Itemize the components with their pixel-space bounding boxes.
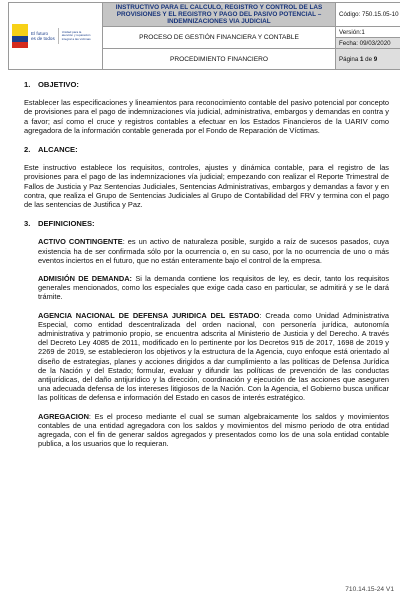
definition-term: ACTIVO CONTINGENTE — [38, 237, 123, 247]
definition-item — [38, 311, 389, 403]
footer-form-code: 710.14.15-24 V1 — [345, 586, 394, 593]
logo-line2: es de todos — [31, 36, 55, 41]
logo-line1: El futuro — [31, 31, 49, 36]
definition-item — [38, 412, 389, 449]
definition-term: AGREGACION — [38, 411, 89, 421]
section-heading-definiciones: 3. DEFINICIONES: — [24, 219, 95, 229]
document-version: Versión:1 — [336, 27, 400, 38]
definition-text: Si la demanda contiene los requisitos de ley, es decir, tanto los requisitos generales mencionados, como los especiales que exige cada caso en particular, se admitirá y se le dará trámite. — [38, 274, 390, 302]
definition-term: AGENCIA NACIONAL DE DEFENSA JURIDICA DEL ESTADO — [38, 310, 260, 320]
document-title: INSTRUCTIVO PARA EL CALCULO, REGISTRO Y CONTROL DE LAS PROVISIONES Y EL REGISTRO Y PAGO DEL PASIVO POTENCIAL – INDEMNIZACIONES VIA JUDICIAL — [103, 3, 336, 27]
definition-term: ADMISIÓN DE DEMANDA: — [38, 274, 133, 284]
logo-subtitle: Unidad para la atención y reparación integral a las víctimas — [61, 29, 91, 41]
alcance-text: Este instructivo establece los requisitos, controles, ajustes y dinámica contable, para el registro de las provisiones para el pago de las indemnizaciones vía judicial; empezando con realizar el Reporte Trimestral de Fallos de Justicia y Paz Sentencias Judiciales, Sentencias Administrativas, embargos y demandas a favor y en contra, que realiza el Grupo de Sentencias Judiciales al Grupo de Contabilidad del FRV y termina con el pago de las sentencias de Justifica y Paz. — [24, 163, 389, 210]
document-header — [8, 2, 400, 70]
objetivo-text: Establecer las especificaciones y lineamientos para reconocimiento contable del pasivo potencial por concepto de provisiones para el pago de indemnizaciones vía judicial, administrativa, embargos y demandas en contra y a favor; así como el cruce y registros contables a efectuar en los Estados Financieros de la UARIV como agregadora de la información contable generada por el Fondo de Reparación de Víctimas. — [24, 98, 389, 135]
page-indicator: Página 1 de 9 — [336, 49, 400, 70]
document-code: Código: 750.15.05-10 — [336, 3, 400, 27]
procedure-name: PROCEDIMIENTO FINANCIERO — [103, 49, 336, 70]
section-heading-objetivo: 1. OBJETIVO: — [24, 80, 79, 89]
document-date: Fecha: 09/03/2020 — [336, 38, 400, 49]
definition-text: : es un activo de naturaleza posible, surgido a raíz de sucesos pasados, cuya existencia ha de ser confirmada sólo por la ocurrencia o, en su caso, por la no ocurrencia de uno o más eventos inciertos en el futuro, que no están enteramente bajo el control de la empresa. — [38, 237, 389, 265]
definition-item — [38, 237, 389, 265]
colombia-flag-logo — [12, 24, 28, 48]
definition-text: : Es el proceso mediante el cual se suman algebraicamente los saldos y movimientos contables de una entidad agregadora con los saldos y movimientos del mismo periodo de otra entidad agregada, con el fin de generar saldos agregados y presentados como los de una sola entidad contable publica, a los usuarios que lo requieran. — [38, 411, 389, 449]
process-name: PROCESO DE GESTIÓN FINANCIERA Y CONTABLE — [103, 27, 336, 49]
section-heading-alcance: 2. ALCANCE: — [24, 145, 78, 155]
definition-item — [38, 274, 389, 302]
document-body — [24, 80, 389, 458]
logo-cell — [9, 3, 103, 70]
logo-divider — [58, 28, 59, 44]
header-table — [8, 2, 400, 70]
definition-text: : Creada como Unidad Administrativa Especial, como entidad descentralizada del orden nacional, con personería jurídica, autonomía administrativa y patrimonio propio, se encuentra adscrita al Ministerio de Justicia y del Derecho. A través del Decreto Ley 4085 de 2011, modificado en lo pertinente por los Decretos 915 de 2017, 1698 de 2019 y 2269 de 2019, se establecieron los objetivos y la estructura de la Agencia, cuyo enfoque está orientado al diseño de estrategias, planes y acciones dirigidos a dar cumplimiento a las políticas de Defensa Jurídica de la Nación y del Estado; formular, evaluar y difundir las políticas de prevención de las conductas antijurídicas, del daño antijurídico y la dirección, coordinación y ejecución de las acciones que aseguren una adecuada defensa de los intereses litigiosos de la Nación. Con la Agencia, el Gobierno busca unificar las políticas de defensa e información del Estado en casos de interés estratégico. — [38, 310, 389, 403]
